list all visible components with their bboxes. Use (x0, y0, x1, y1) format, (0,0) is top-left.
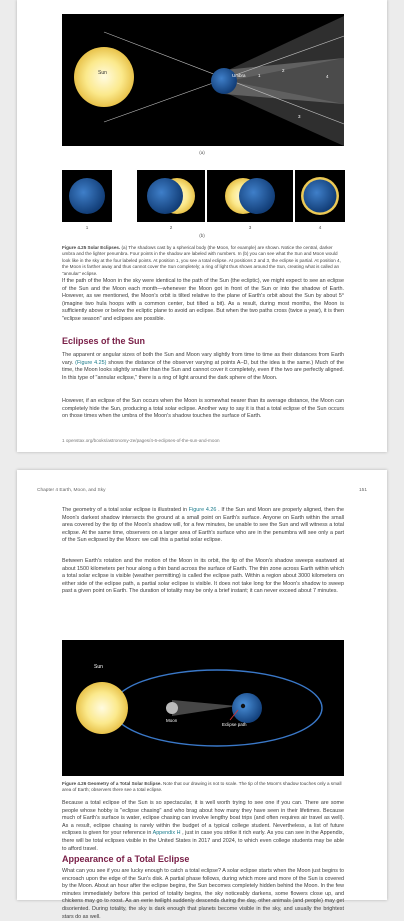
section-heading-eclipses-of-sun: Eclipses of the Sun (62, 336, 146, 346)
figure-b-panel-2 (137, 170, 205, 222)
moon-label: Moon (166, 718, 178, 723)
caption-title: Figure 4.26 Geometry of a Total Solar Eclipse. (62, 781, 162, 786)
figure-4-26-caption (62, 781, 344, 794)
document-page-2 (17, 470, 387, 920)
paragraph-apparent-sizes (62, 352, 344, 382)
total-eclipse-diagram (62, 640, 344, 776)
figure-b-number-1: 1 (85, 225, 89, 230)
figure-b-label: (b) (199, 233, 205, 238)
para2-text-start: The apparent or angular sizes of both the Sun and Moon vary slightly from time to time as their distances from Earth vary. (62, 352, 344, 366)
paragraph-geometry (62, 507, 344, 545)
sun-label: Sun (94, 664, 103, 670)
sun-label: Sun (98, 70, 107, 76)
page-number: 151 (358, 488, 367, 493)
sun-disk (76, 682, 128, 734)
caption-text: (a) The shadows cast by a spherical body (the Moon, for example) are shown. Notice the central, darker umbra and the lighter penumbra. Four points in the shadow are labeled with numbers. In (b) you can see what the Sun and Moon would look like in the sky at the four labeled points. At position 1, you see a total eclipse. At positions 2 and 3, the eclipse is partial. At position 4, the Moon is farther away and thus cannot cover the Sun completely; a ring of light thus shows around the Sun, creating what is called an "annular" eclipse. (62, 245, 341, 276)
figure-b-number-4: 4 (318, 225, 322, 230)
section-heading-appearance: Appearance of a Total Eclipse (62, 854, 190, 864)
moon-disk (211, 68, 237, 94)
figure-b-number-3: 3 (248, 225, 252, 230)
moon-shadow (172, 700, 237, 716)
figure-link[interactable]: Figure 4.26 (188, 507, 217, 513)
figure-a-label: (a) (199, 150, 205, 155)
sun-disk (74, 47, 134, 107)
caption-text: Note that our drawing is not to scale. The tip of the Moon's shadow touches only a small area of Earth; observers there see a total eclipse. (62, 781, 342, 793)
earth-disk (232, 693, 262, 723)
point-label-4: 4 (326, 74, 329, 79)
figure-b-panel-1 (62, 170, 112, 222)
running-header-chapter: Chapter 4 Earth, Moon, and Sky (37, 488, 106, 493)
umbra-label: Umbra (232, 73, 246, 78)
point-label-1: 1 (258, 73, 261, 78)
point-label-3: 3 (298, 114, 301, 119)
para1-text-start: The geometry of a total solar eclipse is illustrated in (62, 507, 187, 513)
paragraph-eclipse-season: If the path of the Moon in the sky were identical to the path of the Sun (the ecliptic), we might expect to see an eclipse of the Sun and the Moon each month—whenever the Moon got in front of the Sun or into the shadow of Earth. However, as we mentioned, the Moon's orbit is tilted relative to the plane of Earth's orbit about the Sun by about 5° (imagine two hula hoops with a common center, but tilted a bit). As a result, during most months, the Moon is sufficiently above or below the ecliptic plane to avoid an eclipse. But when the two paths cross (twice a year), it is then "eclipse season" and eclipses are possible. (62, 278, 344, 322)
document-page-1 (17, 0, 387, 452)
para1-text-end: . If the Sun and Moon are properly aligned, then the Moon's darkest shadow intersects the ground at a small point on Earth's surface. Anyone on Earth within the small area covered by the tip of the Moon's shadow will, for a few minutes, be unable to see the Sun and will witness a total eclipse. At the same time, observers on a larger area of Earth's surface who are in the penumbra will see only a part of the Sun eclipsed by the Moon: we call this a partial solar eclipse. (62, 507, 345, 544)
figure-b-panel-3 (207, 170, 293, 222)
paragraph-eclipse-chasing (62, 800, 344, 853)
moon-disk (166, 702, 178, 714)
figure-a-eclipse-shadow (62, 14, 344, 146)
para3-text-end: , just in case you strike it rich early. As you can see in the Appendix, there will be total eclipses visible in the United States in 2017 and 2024, to which even college students may be able to afford travel. (62, 830, 345, 852)
figure-b-panel-4 (295, 170, 345, 222)
figure-4-25-caption (62, 245, 344, 277)
appendix-link[interactable]: Appendix H (152, 830, 181, 837)
para2-text-end: shows the distance of the observer varying at points A–D, but the idea is the same.) Much of the time, the Moon looks slightly smaller than the Sun and cannot cover it completely, even if the two are perfectly aligned. In this type of "annular eclipse," there is a ring of light around the dark sphere of the Moon. (62, 359, 344, 381)
caption-title: Figure 4.25 Solar Eclipses. (62, 245, 121, 250)
point-label-2: 2 (282, 68, 285, 73)
paragraph-eclipse-path: Between Earth's rotation and the motion of the Moon in its orbit, the tip of the Moon's shadow sweeps eastward at about 1500 kilometers per hour along a thin band across the surface of Earth. The thin zone across Earth within which a total solar eclipse is visible (weather permitting) is called the eclipse path. Within a region about 3000 kilometers on either side of the eclipse path, a partial solar eclipse is visible. It does not take long for the Moon's shadow to sweep past a given point on Earth. The duration of totality may be only a brief instant; it can never exceed about 7 minutes. (62, 558, 344, 595)
figure-link[interactable]: (Figure 4.25) (75, 359, 107, 366)
figure-b-number-2: 2 (169, 225, 173, 230)
figure-total-eclipse-geometry (62, 640, 344, 776)
paragraph-total-eclipse: However, if an eclipse of the Sun occurs when the Moon is somewhat nearer than its average distance, the Moon can completely hide the Sun, producing a total solar eclipse. Another way to say it is that a total eclipse of the Sun occurs on those times when the umbra of the Moon's shadow touches the surface of Earth. (62, 398, 344, 420)
page-footnote: 1 openstax.org/books/astronomy-2e/pages/4-6-eclipses-of-the-sun-and-moon (62, 438, 220, 443)
paragraph-appearance: What can you see if you are lucky enough to catch a total eclipse? A solar eclipse starts when the Moon just begins to encroach upon the edge of the Sun's disk. A partial phase follows, during which more and more of the Sun is covered by the Moon. About an hour after the eclipse begins, the Sun becomes completely hidden behind the Moon. In the few minutes immediately before this period of totality begins, the sky noticeably darkens, some flowers close up, and chickens may go to roost. As an eerie twilight suddenly descends during the day, other animals (and people) may get disoriented. During totality, the sky is dark enough that planets become visible in the sky, and usually the brightest stars do as well. (62, 868, 344, 920)
eclipse-path-label: Eclipse path (222, 722, 247, 727)
eclipse-spot (241, 704, 245, 708)
para3-text-start: Because a total eclipse of the Sun is so spectacular, it is well worth trying to see one if you can. There are some people whose hobby is "eclipse chasing" and who brag about how many they have seen in their lifetimes. Because much of Earth's surface is water, eclipse chasing can involve lengthy boat trips (and often requires air travel as well). As a result, eclipse chasing is rarely within the budget of a typical college student. Nevertheless, a list of future eclipses is given for your reference in (62, 800, 344, 837)
figure-a-diagram (62, 14, 344, 146)
